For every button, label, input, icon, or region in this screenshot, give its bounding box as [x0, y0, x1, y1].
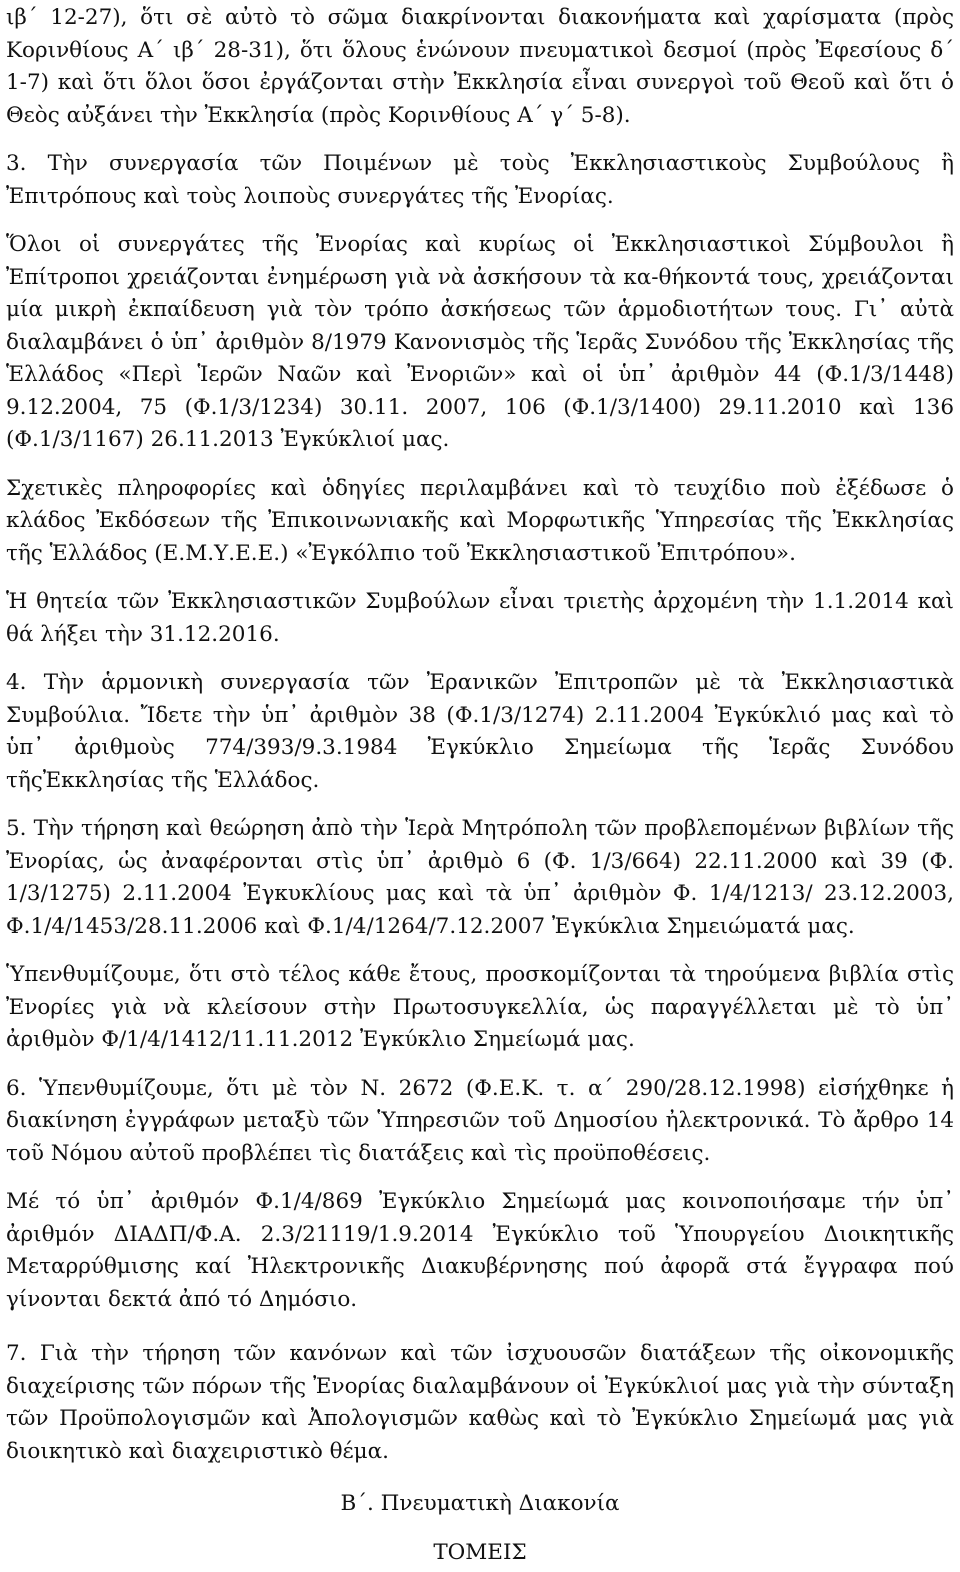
paragraph-term: Ἡ θητεία τῶν Ἐκκλησιαστικῶν Συμβούλων εἶναι τριετὴς ἀρχομένη τὴν 1.1.2014 καὶ θά λήξει τὴν 31.12.2016.: [6, 589, 954, 647]
paragraph-reminder-books: Ὑπενθυμίζουμε, ὅτι στὸ τέλος κάθε ἔτους, προσκομίζονται τὰ τηρούμενα βιβλία στὶς Ἐνορίες γιὰ νὰ κλείσουν στὴν Πρωτοσυγκελλία, ὡς παραγγέλλεται μὲ τὸ ὑπ᾽ ἀριθμὸν Φ/1/4/1412/11.11.2012 Ἐγκύκλιο Σημείωμά μας.: [6, 962, 954, 1052]
paragraph-point-3: 3. Τὴν συνεργασία τῶν Ποιμένων μὲ τοὺς Ἐκκλησιαστικοὺς Συμβούλους ἢ Ἐπιτρόπους καὶ τοὺς λοιποὺς συνεργάτες τῆς Ἐνορίας.: [6, 151, 954, 209]
section-heading: Β΄. Πνευματικὴ Διακονία: [340, 1491, 620, 1516]
paragraph-booklet: Σχετικὲς πληροφορίες καὶ ὁδηγίες περιλαμβάνει καὶ τὸ τευχίδιο ποὺ ἐξέδωσε ὁ κλάδος Ἐκδόσεων τῆς Ἐπικοινωνιακῆς καὶ Μορφωτικῆς Ὑπηρεσίας τῆς Ἐκκλησίας τῆς Ἑλλάδος (Ε.Μ.Υ.Ε.Ε.) «Ἐγκόλπιο τοῦ Ἐκκλησιαστικοῦ Ἐπιτρόπου».: [6, 475, 954, 566]
paragraph-point-6: 6. Ὑπενθυμίζουμε, ὅτι μὲ τὸν Ν. 2672 (Φ.Ε.Κ. τ. α΄ 290/28.12.1998) εἰσήχθηκε ἡ διακίνηση ἐγγράφων μεταξὺ τῶν Ὑπηρεσιῶν τοῦ Δημοσίου ἠλεκτρονικά. Τὸ ἄρθρο 14 τοῦ Νόμου αὐτοῦ προβλέπει τὶς διατάξεις καὶ τὶς προϋποθέσεις.: [6, 1075, 954, 1166]
paragraph-continuation: ιβ΄ 12-27), ὅτι σὲ αὐτὸ τὸ σῶμα διακρίνονται διακονήματα καὶ χαρίσματα (πρὸς Κορινθίους Α΄ ιβ΄ 28-31), ὅτι ὅλους ἑνώνουν πνευματικοὶ δεσμοί (πρὸς Ἐφεσίους δ΄ 1-7) καὶ ὅτι ὅλοι ὅσοι ἐργάζονται στὴν Ἐκκλησία εἶναι συνεργοὶ τοῦ Θεοῦ καὶ ὅτι ὁ Θεὸς αὐξάνει τὴν Ἐκκλησία (πρὸς Κορινθίους Α΄ γ΄ 5-8).: [6, 5, 954, 128]
paragraph-collaborators: Ὅλοι οἱ συνεργάτες τῆς Ἐνορίας καὶ κυρίως οἱ Ἐκκλησιαστικοὶ Σύμβουλοι ἢ Ἐπίτροποι χρειάζονται ἐνημέρωση γιὰ νὰ ἀσκήσουν τὰ κα-θήκοντά τους, χρειάζονται μία μικρὴ ἐκπαίδευση γιὰ τὸν τρόπο ἀσκήσεως τῶν ἁρμοδιοτήτων τους. Γι᾽ αὐτὰ διαλαμβάνει ὁ ὑπ᾽ ἀριθμὸν 8/1979 Κανονισμὸς τῆς Ἱερᾶς Συνόδου τῆς Ἐκκλησίας τῆς Ἑλλάδος «Περὶ Ἱερῶν Ναῶν καὶ Ἐνοριῶν» καὶ οἱ ὑπ᾽ ἀριθμὸν 44 (Φ.1/3/1448) 9.12.2004, 75 (Φ.1/3/1234) 30.11. 2007, 106 (Φ.1/3/1400) 29.11.2010 καὶ 136 (Φ.1/3/1167) 26.11.2013 Ἐγκύκλιοί μας.: [6, 232, 954, 452]
paragraph-circular: Μέ τό ὑπ᾽ ἀριθμόν Φ.1/4/869 Ἐγκύκλιο Σημείωμά μας κοινοποιήσαμε τήν ὑπ᾽ ἀριθμόν ΔΙΑΔΠ/Φ.Α. 2.3/21119/1.9.2014 Ἐγκύκλιο τοῦ Ὑπουργείου Διοικητικῆς Μεταρρύθμισης καί Ἠλεκτρονικῆς Διακυβέρνησης πού ἀφορᾶ στά ἔγγραφα πού γίνονται δεκτά ἀπό τό Δημόσιο.: [6, 1189, 954, 1312]
paragraph-point-5: 5. Τὴν τήρηση καὶ θεώρηση ἀπὸ τὴν Ἱερὰ Μητρόπολη τῶν προβλεπομένων βιβλίων τῆς Ἐνορίας, ὡς ἀναφέρονται στὶς ὑπ᾽ ἀριθμὸ 6 (Φ. 1/3/664) 22.11.2000 καὶ 39 (Φ. 1/3/1275) 2.11.2004 Ἐγκυκλίους μας καὶ τὰ ὑπ᾽ ἀριθμὸν Φ. 1/4/1213/ 23.12.2003, Φ.1/4/1453/28.11.2006 καὶ Φ.1/4/1264/7.12.2007 Ἐγκύκλια Σημειώματά μας.: [6, 816, 954, 939]
sectors-heading: ΤΟΜΕΙΣ: [433, 1539, 527, 1565]
paragraph-point-7: 7. Γιὰ τὴν τήρηση τῶν κανόνων καὶ τῶν ἰσχυουσῶν διατάξεων τῆς οἰκονομικῆς διαχείρισης τῶν πόρων τῆς Ἐνορίας διαλαμβάνουν οἱ Ἐγκύκλιοί μας γιὰ τὴν σύνταξη τῶν Προϋπολογισμῶν καὶ Ἀπολογισμῶν καθὼς καὶ τὸ Ἐγκύκλιο Σημείωμά μας γιὰ διοικητικὸ καὶ διαχειριστικὸ θέμα.: [6, 1341, 954, 1464]
paragraph-point-4: 4. Τὴν ἁρμονικὴ συνεργασία τῶν Ἐρανικῶν Ἐπιτροπῶν μὲ τὰ Ἐκκλησιαστικὰ Συμβούλια. Ἴδετε τὴν ὑπ᾽ ἀριθμὸν 38 (Φ.1/3/1274) 2.11.2004 Ἐγκύκλιό μας καὶ τὸ ὑπ᾽ ἀριθμοὺς 774/393/9.3.1984 Ἐγκύκλιο Σημείωμα τῆς Ἱερᾶς Συνόδου τῆςἘκκλησίας τῆς Ἑλλάδος.: [6, 670, 954, 793]
